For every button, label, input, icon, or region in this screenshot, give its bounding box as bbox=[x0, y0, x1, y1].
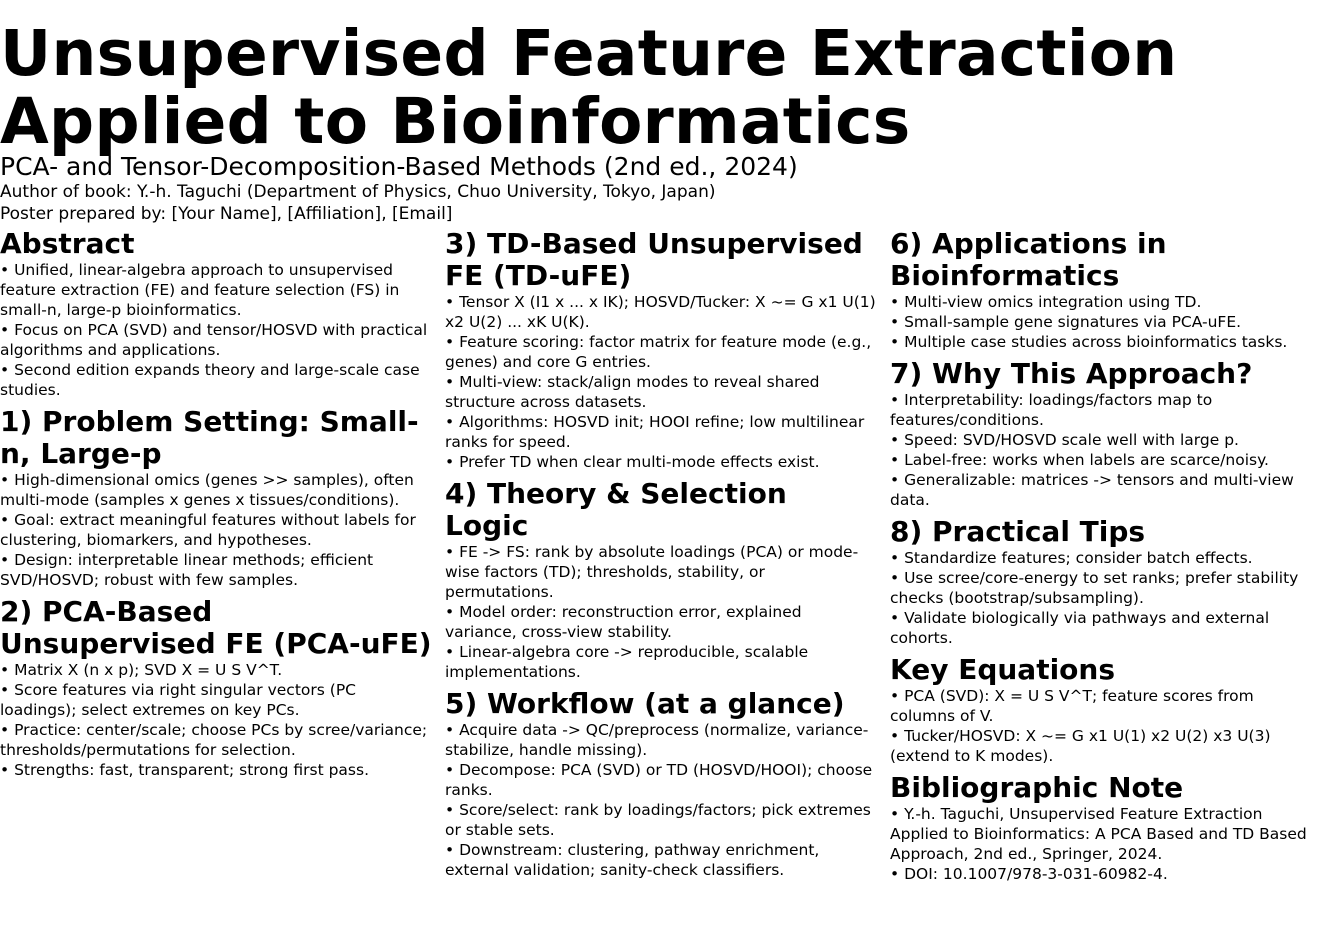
section-abstract bbox=[0, 228, 432, 400]
bullet-item: • Second edition expands theory and large-scale case studies. bbox=[0, 360, 432, 400]
bullet-item: • Interpretability: loadings/factors map to features/conditions. bbox=[890, 390, 1322, 430]
bullet-list bbox=[890, 548, 1322, 648]
bullet-item: • Multi-view omics integration using TD. bbox=[890, 292, 1322, 312]
poster-subtitle: PCA- and Tensor-Decomposition-Based Methods (2nd ed., 2024) bbox=[0, 152, 798, 181]
bullet-item: • PCA (SVD): X = U S V^T; feature scores from columns of V. bbox=[890, 686, 1322, 726]
author-line: Author of book: Y.-h. Taguchi (Department of Physics, Chuo University, Tokyo, Japan) bbox=[0, 182, 716, 202]
section-bibliographic-note bbox=[890, 772, 1322, 884]
bullet-list bbox=[445, 542, 877, 682]
section-heading: 8) Practical Tips bbox=[890, 515, 1146, 548]
section-heading: 3) TD-Based Unsupervised FE (TD-uFE) bbox=[445, 227, 863, 292]
bullet-list bbox=[890, 804, 1322, 884]
bullet-item: • FE -> FS: rank by absolute loadings (PCA) or mode-wise factors (TD); thresholds, stability, or permutations. bbox=[445, 542, 877, 602]
bullet-item: • Validate biologically via pathways and external cohorts. bbox=[890, 608, 1322, 648]
bullet-item: • Acquire data -> QC/preprocess (normalize, variance-stabilize, handle missing). bbox=[445, 720, 877, 760]
column-2 bbox=[445, 228, 877, 886]
section-heading: Key Equations bbox=[890, 653, 1116, 686]
section-heading: Bibliographic Note bbox=[890, 771, 1184, 804]
bullet-list bbox=[0, 660, 432, 780]
bullet-item: • Use scree/core-energy to set ranks; prefer stability checks (bootstrap/subsampling). bbox=[890, 568, 1322, 608]
bullet-item: • Unified, linear-algebra approach to unsupervised feature extraction (FE) and feature selection (FS) in small-n, large-p bioinformatics. bbox=[0, 260, 432, 320]
bullet-item: • Label-free: works when labels are scarce/noisy. bbox=[890, 450, 1322, 470]
bullet-list bbox=[890, 292, 1322, 352]
bullet-item: • Speed: SVD/HOSVD scale well with large p. bbox=[890, 430, 1322, 450]
section-heading: 4) Theory & Selection Logic bbox=[445, 477, 787, 542]
bullet-list bbox=[0, 260, 432, 400]
prepared-by-line: Poster prepared by: [Your Name], [Affiliation], [Email] bbox=[0, 204, 453, 224]
bullet-item: • Tensor X (I1 x ... x IK); HOSVD/Tucker: X ~= G x1 U(1) x2 U(2) ... xK U(K). bbox=[445, 292, 877, 332]
bullet-item: • Linear-algebra core -> reproducible, scalable implementations. bbox=[445, 642, 877, 682]
bullet-item: • Matrix X (n x p); SVD X = U S V^T. bbox=[0, 660, 432, 680]
bullet-item: • Generalizable: matrices -> tensors and multi-view data. bbox=[890, 470, 1322, 510]
bullet-list bbox=[890, 686, 1322, 766]
bullet-item: • Prefer TD when clear multi-mode effects exist. bbox=[445, 452, 877, 472]
section-td-ufe bbox=[445, 228, 877, 472]
bullet-item: • Y.-h. Taguchi, Unsupervised Feature Extraction Applied to Bioinformatics: A PCA Based and TD Based Approach, 2nd ed., Springer, 2024. bbox=[890, 804, 1322, 864]
section-problem-setting bbox=[0, 406, 432, 590]
bullet-list bbox=[890, 390, 1322, 510]
bullet-list bbox=[445, 720, 877, 880]
bullet-item: • Standardize features; consider batch effects. bbox=[890, 548, 1322, 568]
bullet-item: • Downstream: clustering, pathway enrichment, external validation; sanity-check classifiers. bbox=[445, 840, 877, 880]
section-heading: 7) Why This Approach? bbox=[890, 357, 1253, 390]
bullet-item: • DOI: 10.1007/978-3-031-60982-4. bbox=[890, 864, 1322, 884]
section-theory-selection bbox=[445, 478, 877, 682]
bullet-item: • Small-sample gene signatures via PCA-uFE. bbox=[890, 312, 1322, 332]
bullet-item: • Feature scoring: factor matrix for feature mode (e.g., genes) and core G entries. bbox=[445, 332, 877, 372]
section-key-equations bbox=[890, 654, 1322, 766]
bullet-item: • Goal: extract meaningful features without labels for clustering, biomarkers, and hypotheses. bbox=[0, 510, 432, 550]
section-why-this-approach bbox=[890, 358, 1322, 510]
bullet-list bbox=[0, 470, 432, 590]
bullet-item: • Decompose: PCA (SVD) or TD (HOSVD/HOOI); choose ranks. bbox=[445, 760, 877, 800]
section-workflow bbox=[445, 688, 877, 880]
bullet-item: • Design: interpretable linear methods; efficient SVD/HOSVD; robust with few samples. bbox=[0, 550, 432, 590]
bullet-item: • Focus on PCA (SVD) and tensor/HOSVD with practical algorithms and applications. bbox=[0, 320, 432, 360]
bullet-item: • Model order: reconstruction error, explained variance, cross-view stability. bbox=[445, 602, 877, 642]
bullet-item: • Tucker/HOSVD: X ~= G x1 U(1) x2 U(2) x3 U(3) (extend to K modes). bbox=[890, 726, 1322, 766]
section-heading: 1) Problem Setting: Small-n, Large-p bbox=[0, 405, 419, 470]
bullet-item: • Multi-view: stack/align modes to reveal shared structure across datasets. bbox=[445, 372, 877, 412]
section-heading: 6) Applications in Bioinformatics bbox=[890, 227, 1167, 292]
section-heading: Abstract bbox=[0, 227, 135, 260]
bullet-item: • Multiple case studies across bioinformatics tasks. bbox=[890, 332, 1322, 352]
bullet-item: • Practice: center/scale; choose PCs by scree/variance; thresholds/permutations for selection. bbox=[0, 720, 432, 760]
column-1 bbox=[0, 228, 432, 786]
bullet-item: • Score/select: rank by loadings/factors; pick extremes or stable sets. bbox=[445, 800, 877, 840]
title-line-1: Unsupervised Feature Extraction bbox=[0, 17, 1178, 90]
section-pca-ufe bbox=[0, 596, 432, 780]
column-3 bbox=[890, 228, 1322, 890]
bullet-item: • Algorithms: HOSVD init; HOOI refine; low multilinear ranks for speed. bbox=[445, 412, 877, 452]
section-heading: 5) Workflow (at a glance) bbox=[445, 687, 845, 720]
title-line-2: Applied to Bioinformatics bbox=[0, 85, 911, 158]
bullet-item: • High-dimensional omics (genes >> samples), often multi-mode (samples x genes x tissues/conditions). bbox=[0, 470, 432, 510]
bullet-item: • Score features via right singular vectors (PC loadings); select extremes on key PCs. bbox=[0, 680, 432, 720]
poster-title bbox=[0, 17, 1327, 158]
bullet-list bbox=[445, 292, 877, 472]
bullet-item: • Strengths: fast, transparent; strong first pass. bbox=[0, 760, 432, 780]
section-applications bbox=[890, 228, 1322, 352]
section-heading: 2) PCA-Based Unsupervised FE (PCA-uFE) bbox=[0, 595, 432, 660]
section-practical-tips bbox=[890, 516, 1322, 648]
